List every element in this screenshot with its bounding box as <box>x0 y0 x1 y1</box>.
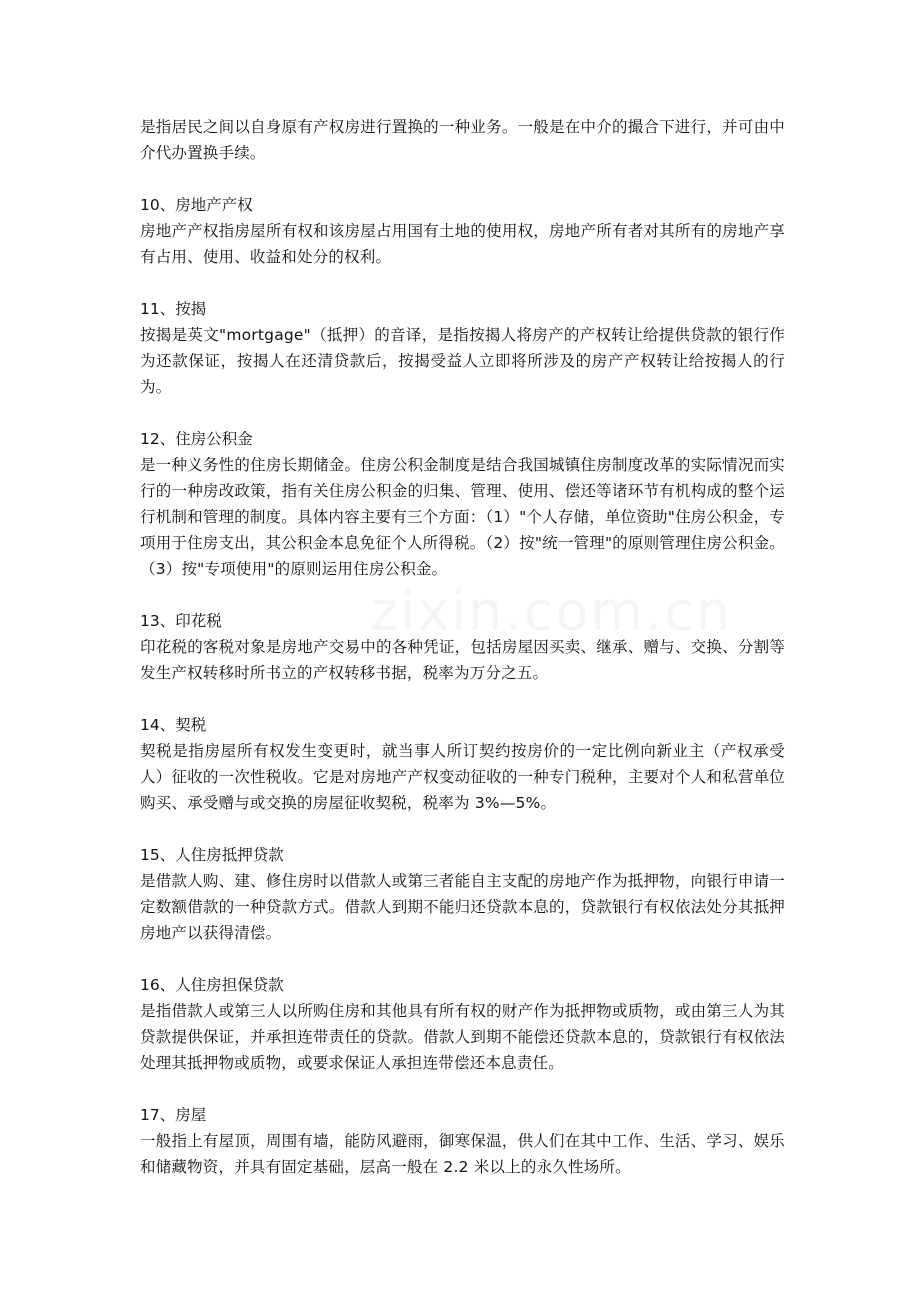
section-14 <box>140 712 785 816</box>
section-heading: 12、住房公积金 <box>140 430 253 448</box>
section-12 <box>140 426 785 582</box>
document-body <box>140 114 785 1180</box>
section-heading: 10、房地产产权 <box>140 196 253 214</box>
section-body: 契税是指房屋所有权发生变更时，就当事人所订契约按房价的一定比例向新业主（产权承受人）征收的一次性税收。它是对房地产产权变动征收的一种专门税种，主要对个人和私营单位购买、承受赠与或交换的房屋征收契税，税率为 3%—5%。 <box>140 742 785 812</box>
section-heading: 16、人住房担保贷款 <box>140 976 284 994</box>
section-body: 印花税的客税对象是房地产交易中的各种凭证，包括房屋因买卖、继承、赠与、交换、分割等发生产权转移时所书立的产权转移书据，税率为万分之五。 <box>140 638 785 682</box>
intro-paragraph: 是指居民之间以自身原有产权房进行置换的一种业务。一般是在中介的撮合下进行，并可由中介代办置换手续。 <box>140 118 785 162</box>
section-heading: 13、印花税 <box>140 612 222 630</box>
section-11 <box>140 296 785 400</box>
section-heading: 17、房屋 <box>140 1106 207 1124</box>
section-body: 房地产产权指房屋所有权和该房屋占用国有土地的使用权，房地产所有者对其所有的房地产享有占用、使用、收益和处分的权利。 <box>140 222 785 266</box>
section-heading: 11、按揭 <box>140 300 207 318</box>
section-15 <box>140 842 785 946</box>
section-17 <box>140 1102 785 1180</box>
section-body: 是一种义务性的住房长期储金。住房公积金制度是结合我国城镇住房制度改革的实际情况而实行的一种房改政策，指有关住房公积金的归集、管理、使用、偿还等诸环节有机构成的整个运行机制和管理的制度。具体内容主要有三个方面：（1）"个人存储，单位资助"住房公积金，专项用于住房支出，其公积金本息免征个人所得税。（2）按"统一管理"的原则管理住房公积金。（3）按"专项使用"的原则运用住房公积金。 <box>140 456 785 578</box>
section-body: 一般指上有屋顶，周围有墙，能防风避雨，御寒保温，供人们在其中工作、生活、学习、娱乐和储藏物资，并具有固定基础，层高一般在 2.2 米以上的永久性场所。 <box>140 1132 785 1176</box>
section-body: 是指借款人或第三人以所购住房和其他具有所有权的财产作为抵押物或质物，或由第三人为其贷款提供保证，并承担连带责任的贷款。借款人到期不能偿还贷款本息的，贷款银行有权依法处理其抵押物或质物，或要求保证人承担连带偿还本息责任。 <box>140 1002 785 1072</box>
section-13 <box>140 608 785 686</box>
section-body: 按揭是英文"mortgage"（抵押）的音译，是指按揭人将房产的产权转让给提供贷款的银行作为还款保证，按揭人在还清贷款后，按揭受益人立即将所涉及的房产产权转让给按揭人的行为。 <box>140 326 785 396</box>
section-10 <box>140 192 785 270</box>
section-heading: 15、人住房抵押贷款 <box>140 846 284 864</box>
section-16 <box>140 972 785 1076</box>
section-body: 是借款人购、建、修住房时以借款人或第三者能自主支配的房地产作为抵押物，向银行申请一定数额借款的一种贷款方式。借款人到期不能归还贷款本息的，贷款银行有权依法处分其抵押房地产以获得清偿。 <box>140 872 785 942</box>
section-heading: 14、契税 <box>140 716 207 734</box>
